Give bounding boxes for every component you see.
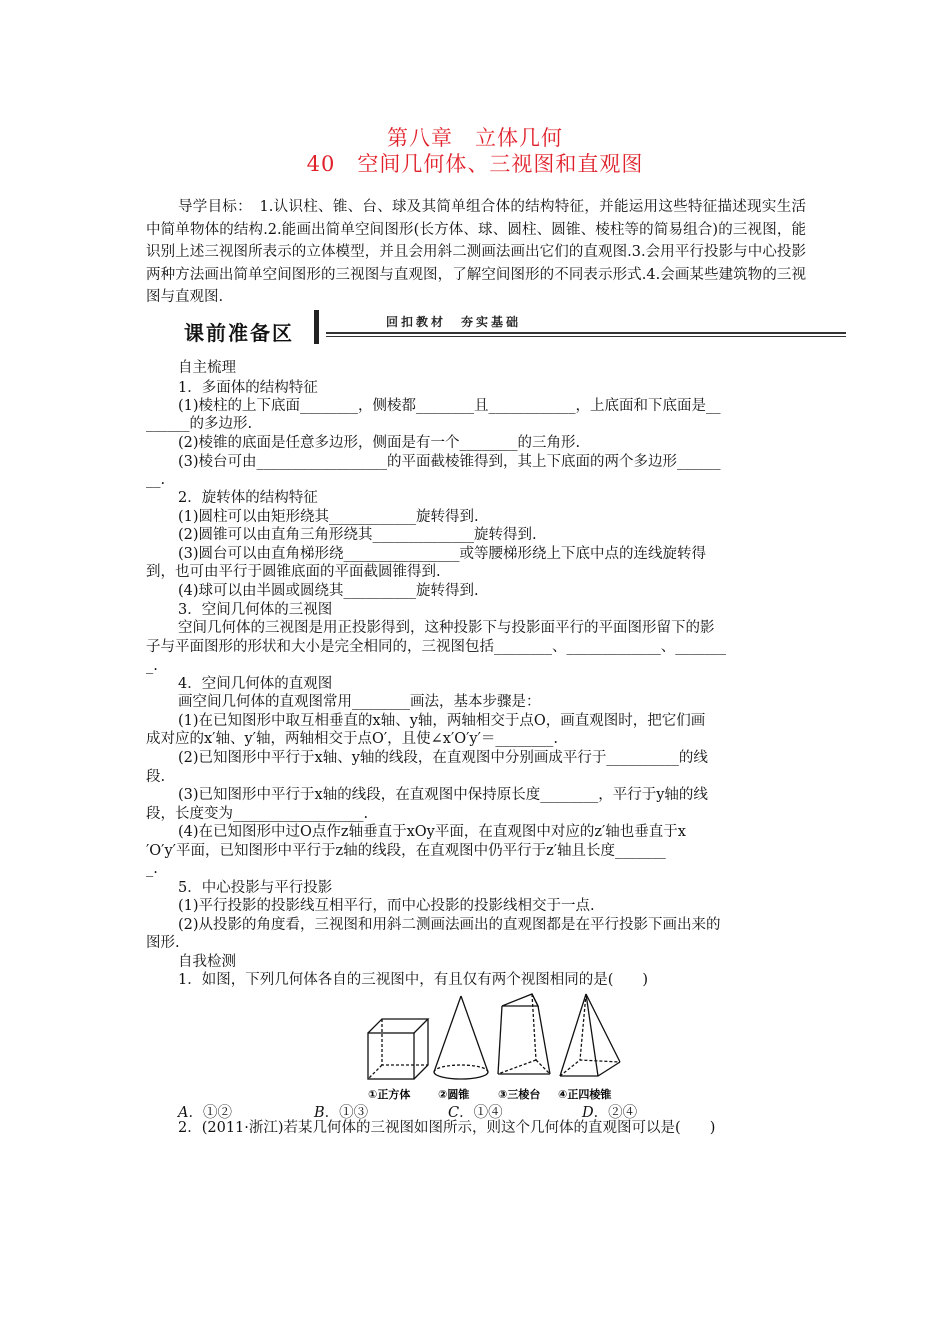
- text-line: ′O′y′平面，已知图形中平行于z轴的线段，在直观图中仍平行于z′轴且长度_______: [146, 843, 666, 859]
- text-line: (3)棱台可由__________________的平面截棱锥得到，其上下底面的两个多边形______: [178, 454, 721, 470]
- text-line: 画空间几何体的直观图常用________画法，基本步骤是：: [178, 694, 541, 710]
- subheading-self-check: 自我检测: [178, 954, 236, 970]
- text-line: 空间几何体的三视图是用正投影得到，这种投影下与投影面平行的平面图形留下的影: [178, 620, 715, 636]
- heading-projection: 5．中心投影与平行投影: [178, 880, 333, 896]
- section-title: 40 空间几何体、三视图和直观图: [306, 152, 644, 176]
- figure-label-2: ②圆锥: [438, 1088, 470, 1101]
- pyramid-shape: [560, 994, 620, 1076]
- option-text: ．①④: [459, 1105, 503, 1121]
- text-line: (1)在已知图形中取互相垂直的x轴、y轴，两轴相交于点O，画直观图时，把它们画: [178, 713, 706, 729]
- banner-subtitle: 回扣教材 夯实基础: [386, 315, 522, 329]
- text-line: 子与平面图形的形状和大小是完全相同的，三视图包括________、_____________、_______: [146, 639, 726, 655]
- text-line: 成对应的x′轴、y′轴，两轴相交于点O′，且使∠x′O′y′＝________.: [146, 731, 559, 747]
- text-line: ______的多边形.: [146, 416, 253, 432]
- heading-three-views: 3．空间几何体的三视图: [178, 602, 333, 618]
- figure-label-3: ③三棱台: [498, 1088, 541, 1101]
- text-line: (2)棱锥的底面是任意多边形，侧面是有一个________的三角形.: [178, 435, 581, 451]
- option-letter: A: [178, 1105, 189, 1121]
- question-2: 2．(2011·浙江)若某几何体的三视图如图所示，则这个几何体的直观图可以是( ): [178, 1120, 716, 1136]
- figure-label-1: ①正方体: [368, 1088, 411, 1101]
- text-line: (3)圆台可以由直角梯形绕________________或等腰梯形绕上下底中点的连线旋转得: [178, 546, 707, 562]
- heading-solid-of-revolution: 2．旋转体的结构特征: [178, 490, 318, 506]
- text-line: 段.: [146, 769, 166, 785]
- banner-divider: [314, 310, 319, 344]
- text-line: 图形.: [146, 935, 180, 951]
- banner-box: [176, 313, 314, 343]
- cone-shape: [434, 996, 488, 1079]
- banner-rule-thin: [326, 336, 846, 337]
- text-line: (1)平行投影的投影线互相平行，而中心投影的投影线相交于一点.: [178, 898, 595, 914]
- frustum-shape: [498, 994, 550, 1074]
- text-line: (4)在已知图形中过O点作z轴垂直于xOy平面，在直观图中对应的z′轴也垂直于x: [178, 824, 686, 840]
- text-line: (1)棱柱的上下底面________，侧棱都________且____________，上底面和下底面是__: [178, 398, 721, 414]
- section-banner: [176, 310, 848, 346]
- text-line: (3)已知图形中平行于x轴的线段，在直观图中保持原长度________，平行于y轴的线: [178, 787, 708, 803]
- option-text: ．①②: [188, 1105, 232, 1121]
- chapter-title: 第八章 立体几何: [387, 126, 563, 150]
- text-line: (2)圆锥可以由直角三角形绕其______________旋转得到.: [178, 527, 537, 543]
- text-line: (2)从投影的角度看，三视图和用斜二测画法画出的直观图都是在平行投影下画出来的: [178, 917, 721, 933]
- text-line: 段，长度变为__________________.: [146, 806, 369, 822]
- question-1: 1．如图，下列几何体各自的三视图中，有且仅有两个视图相同的是( ): [178, 972, 649, 988]
- heading-polyhedron: 1．多面体的结构特征: [178, 380, 318, 396]
- text-line: __.: [146, 472, 166, 488]
- option-text: ．①③: [324, 1105, 369, 1121]
- banner-title: 课前准备区: [184, 321, 294, 345]
- figure-label-4: ④正四棱锥: [558, 1088, 612, 1101]
- text-line: (1)圆柱可以由矩形绕其____________旋转得到.: [178, 509, 479, 525]
- text-line: 到，也可由平行于圆锥底面的平面截圆锥得到.: [146, 564, 441, 580]
- option-letter: D: [582, 1105, 594, 1121]
- solids-illustration: [360, 990, 630, 1102]
- cube-shape: [368, 1019, 428, 1079]
- option-text: ．②④: [593, 1105, 638, 1121]
- heading-intuitive-drawing: 4．空间几何体的直观图: [178, 676, 333, 692]
- option-letter: B: [314, 1105, 325, 1121]
- text-line: _.: [146, 861, 158, 877]
- text-line: (4)球可以由半圆或圆绕其__________旋转得到.: [178, 583, 479, 599]
- geometry-figure: [360, 990, 630, 1102]
- banner-rule: [326, 332, 846, 334]
- option-letter: C: [448, 1105, 460, 1121]
- subheading-self-review: 自主梳理: [178, 360, 236, 376]
- learning-objectives: 导学目标： 1.认识柱、锥、台、球及其简单组合体的结构特征，并能运用这些特征描述现实生活中简单物体的结构.2.能画出简单空间图形(长方体、球、圆柱、圆锥、棱柱等的简易组合)的三视图，能识别上述三视图所表示的立体模型，并且会用斜二测画法画出它们的直观图.3.会用平行投影与中心投影两种方法画出简单空间图形的三视图与直观图，了解空间图形的不同表示形式.4.会画某些建筑物的三视图与直观图.: [146, 199, 806, 305]
- text-line: _.: [146, 658, 158, 674]
- text-line: (2)已知图形中平行于x轴、y轴的线段，在直观图中分别画成平行于__________的线: [178, 750, 708, 766]
